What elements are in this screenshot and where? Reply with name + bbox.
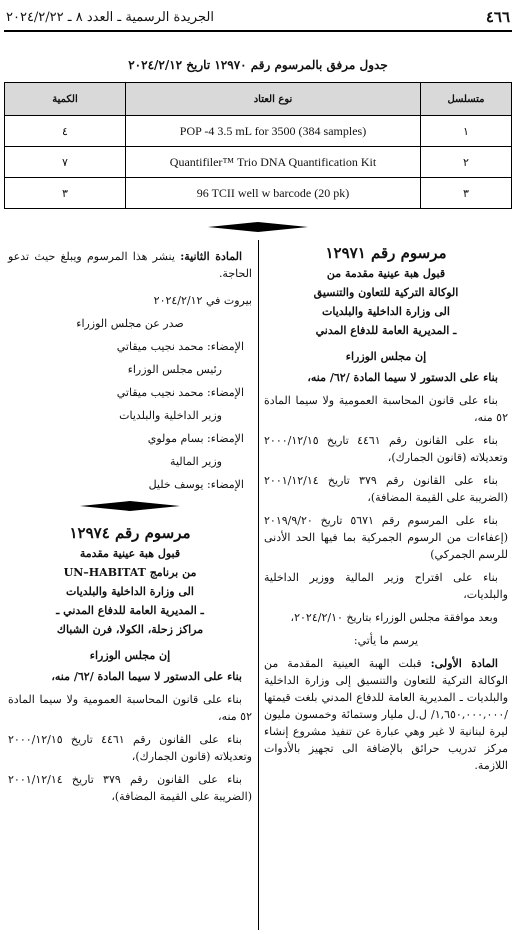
legal-basis-paragraph: بناء على القانون رقم ٤٤٦١ تاريخ ٢٠٠٠/١٢/١٥ وتعديلاته (قانون الجمارك)،: [264, 434, 508, 464]
cell-type: Quantifiler™ Trio DNA Quantification Kit: [126, 147, 421, 178]
table-row: [5, 178, 512, 209]
section-divider: [208, 222, 308, 232]
article-label: المادة الأولى:: [430, 657, 498, 670]
approval-paragraph: وبعد موافقة مجلس الوزراء بتاريخ ٢٠٢٤/٢/١٠،: [290, 611, 498, 624]
decree-subtitle-line: الى وزارة الداخلية والبلديات: [66, 585, 194, 598]
cell-qty: ٣: [5, 178, 126, 209]
table-header-row: [5, 83, 512, 116]
article-label: المادة الثانية:: [180, 250, 242, 263]
column-divider: [258, 240, 259, 930]
table-row: [5, 116, 512, 147]
legal-basis-paragraph: بناء على القانون رقم ٣٧٩ تاريخ ٢٠٠١/١٢/١٤ (الضريبة على القيمة المضافة)،: [264, 474, 508, 504]
table-row: [5, 147, 512, 178]
council-label: إن مجلس الوزراء: [89, 649, 171, 662]
section-divider: [80, 499, 180, 516]
legal-basis-paragraph: بناء على اقتراح وزير المالية ووزير الداخلية والبلديات،: [264, 571, 508, 601]
place-date: بيروت في ٢٠٢٤/٢/١٢: [153, 294, 252, 307]
legal-basis-paragraph: بناء على قانون المحاسبة العمومية ولا سيما المادة ٥٢ منه،: [8, 693, 252, 723]
article-text: ينشر هذا المرسوم ويبلغ حيث تدعو الحاجة.: [8, 250, 252, 280]
decree-subtitle-line: ـ المديرية العامة للدفاع المدني ـ: [56, 604, 204, 617]
legal-basis-paragraph: بناء على قانون المحاسبة العمومية ولا سيما المادة ٥٢ منه،: [264, 394, 508, 424]
col-type-header: نوع العتاد: [126, 83, 421, 116]
cell-seq: ٢: [421, 147, 512, 178]
legal-basis-paragraph: بناء على الدستور لا سيما المادة /٦٢/ منه،: [51, 670, 242, 683]
decree-subtitle-line: الى وزارة الداخلية والبلديات: [322, 305, 450, 318]
signature: الإمضاء: بسام مولوي: [147, 432, 244, 445]
decrees-line: يرسم ما يأتي:: [353, 634, 419, 647]
signature: الإمضاء: محمد نجيب ميقاتي: [116, 340, 244, 353]
legal-basis-paragraph: بناء على المرسوم رقم ٥٦٧١ تاريخ ٢٠١٩/٩/٢٠ (إعفاءات من الرسوم الجمركية بما فيها الحد الأدنى للرسم الجمركي): [264, 514, 508, 561]
cell-seq: ٣: [421, 178, 512, 209]
table-title: جدول مرفق بالمرسوم رقم ١٢٩٧٠ تاريخ ٢٠٢٤/٢/١٢: [128, 58, 388, 72]
cell-seq: ١: [421, 116, 512, 147]
legal-basis-paragraph: بناء على الدستور لا سيما المادة /٦٢/ منه،: [307, 371, 498, 384]
article-1: [264, 655, 508, 774]
decree-subtitle-line: ـ المديرية العامة للدفاع المدني: [315, 324, 457, 337]
legal-basis-paragraph: بناء على القانون رقم ٤٤٦١ تاريخ ٢٠٠٠/١٢/١٥ وتعديلاته (قانون الجمارك)،: [8, 733, 252, 763]
issue-line: الجريدة الرسمية ـ العدد ٨ ـ ٢٠٢٤/٢/٢٢: [6, 9, 214, 25]
decree-title: مرسوم رقم ١٢٩٧٤: [69, 524, 191, 542]
council-label: إن مجلس الوزراء: [345, 350, 427, 363]
legal-basis-paragraph: بناء على القانون رقم ٣٧٩ تاريخ ٢٠٠١/١٢/١٤ (الضريبة على القيمة المضافة)،: [8, 773, 252, 803]
signatory-title: رئيس مجلس الوزراء: [127, 363, 222, 376]
left-column: [8, 240, 252, 811]
cell-type: 96 TCII well w barcode (20 pk): [126, 178, 421, 209]
decree-subtitle-line: قبول هبة عينية مقدمة: [79, 547, 181, 560]
issued-by: صدر عن مجلس الوزراء: [76, 317, 184, 330]
cell-type: POP -4 3.5 mL for 3500 (384 samples): [126, 116, 421, 147]
decree-subtitle-line: قبول هبة عينية مقدمة من: [326, 267, 446, 280]
signature: الإمضاء: محمد نجيب ميقاتي: [116, 386, 244, 399]
signatory-title: وزير المالية: [170, 455, 222, 468]
cell-qty: ٤: [5, 116, 126, 147]
decree-subtitle-line: من برنامج UN–HABITAT: [63, 566, 197, 579]
col-qty-header: الكمية: [5, 83, 126, 116]
decree-subtitle-line: الوكالة التركية للتعاون والتنسيق: [313, 286, 459, 299]
page-number: ٤٦٦: [485, 8, 510, 26]
cell-qty: ٧: [5, 147, 126, 178]
decree-title: مرسوم رقم ١٢٩٧١: [325, 244, 447, 262]
decree-12971: [264, 240, 508, 780]
header-rule: [4, 30, 512, 32]
signature: الإمضاء: يوسف خليل: [148, 478, 244, 491]
page-header: [6, 6, 510, 28]
decree-subtitle-line: مراكز زحلة، الكولا، فرن الشباك: [56, 623, 204, 636]
signatory-title: وزير الداخلية والبلديات: [119, 409, 222, 422]
article-2: [8, 248, 252, 282]
equipment-table: [4, 82, 512, 209]
col-seq-header: متسلسل: [421, 83, 512, 116]
article-text: قبلت الهبة العينية المقدمة من الوكالة التركية للتعاون والتنسيق إلى وزارة الداخلية والبلديات ـ المديرية العامة للدفاع المدني بلغت قيمتها /١,٦٥٠,٠٠٠,٠٠٠/ ل.ل مليار وستمائة وخمسون مليون ليرة لبنانية لا غير وهي عبارة عن تنفيذ مشروع إنشاء مركز تدريب حرائق بالإضافة الى تجهيز بالأدوات اللازمة.: [264, 657, 508, 772]
